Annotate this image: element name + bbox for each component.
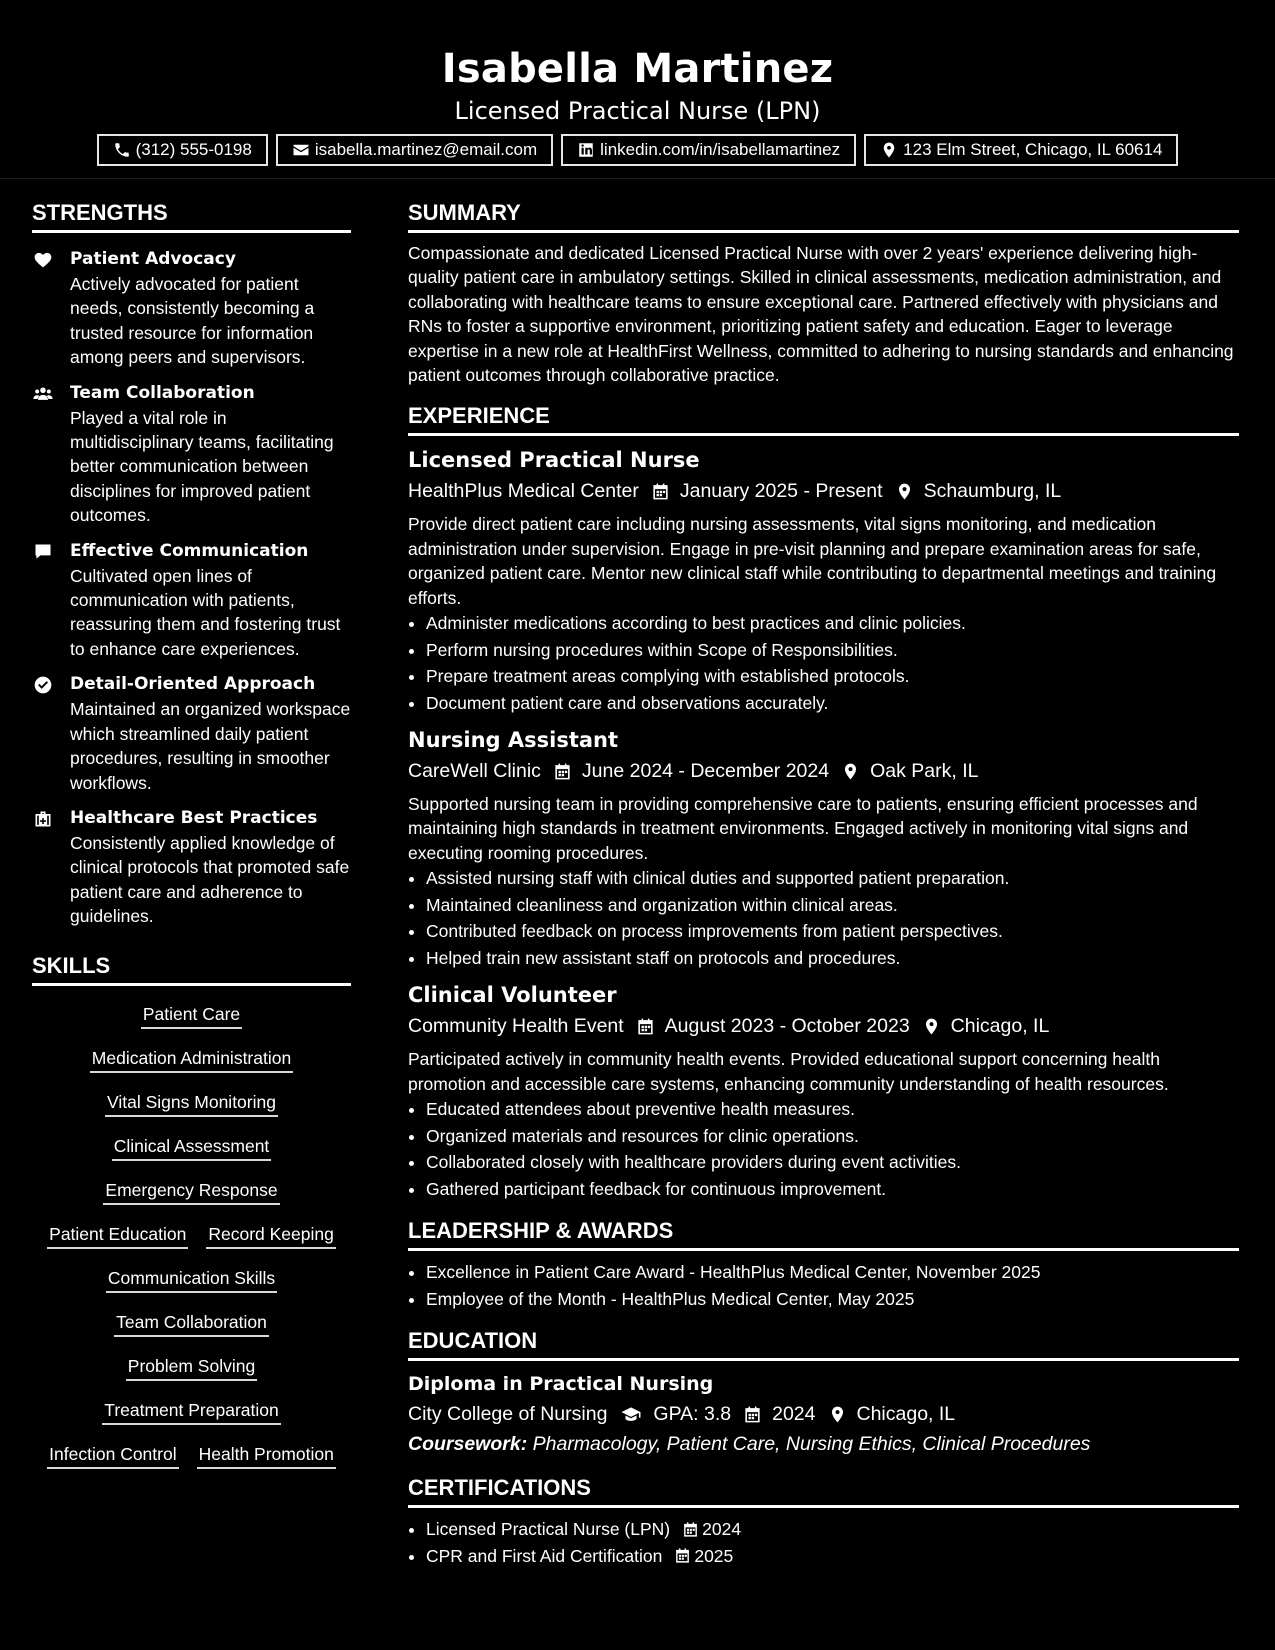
job-role: Clinical Volunteer <box>408 983 617 1008</box>
school-location: Chicago, IL <box>856 1403 956 1426</box>
award-item: • Employee of the Month - HealthPlus Medical Center, May 2025 <box>426 1286 1239 1313</box>
skill-tag: Infection Control <box>47 1442 178 1469</box>
contact-phone-text: (312) 555-0198 <box>135 140 252 159</box>
header-divider <box>0 178 1275 179</box>
job-bullet: • Organized materials and resources for clinic operations. <box>426 1123 1239 1150</box>
job-meta <box>408 756 1239 786</box>
education-title: EDUCATION <box>408 1326 1239 1361</box>
coursework-list: Pharmacology, Patient Care, Nursing Ethics, Clinical Procedures <box>532 1433 1091 1456</box>
job-entry <box>408 726 1239 971</box>
contact-email[interactable] <box>276 134 553 166</box>
job-entry <box>408 981 1239 1202</box>
job-bullets <box>408 865 1239 971</box>
awards-title: LEADERSHIP & AWARDS <box>408 1216 1239 1251</box>
job-location: Chicago, IL <box>950 1015 1050 1038</box>
map-pin-icon <box>880 141 898 159</box>
school-name: City College of Nursing <box>408 1403 608 1426</box>
skill-tag: Vital Signs Monitoring <box>105 1090 278 1117</box>
coursework <box>408 1429 1239 1459</box>
certification-name: • Licensed Practical Nurse (LPN) <box>426 1519 671 1540</box>
strength-item <box>32 806 351 929</box>
contact-linkedin-text: linkedin.com/in/isabellamartinez <box>600 140 841 159</box>
degree-name: Diploma in Practical Nursing <box>408 1373 714 1396</box>
job-role: Licensed Practical Nurse <box>408 448 700 473</box>
right-column <box>408 198 1239 1569</box>
medical-kit-icon <box>32 809 54 829</box>
contact-address-text: 123 Elm Street, Chicago, IL 60614 <box>903 140 1163 159</box>
job-role: Nursing Assistant <box>408 728 619 753</box>
job-org: HealthPlus Medical Center <box>408 480 639 503</box>
candidate-name: Isabella Martinez <box>441 46 834 92</box>
skill-tag: Clinical Assessment <box>112 1134 272 1161</box>
job-location: Schaumburg, IL <box>923 480 1062 503</box>
job-location: Oak Park, IL <box>870 760 979 783</box>
contact-address[interactable] <box>864 134 1178 166</box>
calendar-icon <box>682 1521 699 1538</box>
envelope-icon <box>292 141 310 159</box>
job-bullet: • Assisted nursing staff with clinical duties and supported patient preparation. <box>426 865 1239 892</box>
skills-list <box>32 1002 351 1486</box>
certification-year: 2024 <box>702 1519 742 1540</box>
strength-item <box>32 381 351 528</box>
job-meta <box>408 1011 1239 1041</box>
contact-phone[interactable] <box>97 134 268 166</box>
contact-email-text: isabella.martinez@email.com <box>314 140 538 159</box>
job-bullets <box>408 610 1239 716</box>
certification-year: 2025 <box>694 1545 734 1566</box>
skill-tag: Emergency Response <box>103 1178 279 1205</box>
awards-list <box>408 1259 1239 1312</box>
check-circle-icon <box>32 675 54 695</box>
strength-text: Consistently applied knowledge of clinical protocols that promoted safe patient care and adherence to guidelines. <box>70 832 350 927</box>
certification-item <box>426 1543 1239 1570</box>
phone-icon <box>113 141 131 159</box>
left-column <box>32 198 351 1486</box>
strength-item <box>32 672 351 795</box>
certification-name: • CPR and First Aid Certification <box>426 1545 663 1566</box>
job-dates: June 2024 - December 2024 <box>581 760 830 783</box>
certifications-section <box>408 1473 1239 1569</box>
map-pin-icon <box>895 482 914 501</box>
job-bullet: • Administer medications according to best practices and clinic policies. <box>426 610 1239 637</box>
strength-item <box>32 539 351 662</box>
skills-title: SKILLS <box>32 951 351 986</box>
strength-heading: Detail-Oriented Approach <box>70 674 316 695</box>
gpa: GPA: 3.8 <box>653 1403 732 1426</box>
calendar-icon <box>743 1405 762 1424</box>
job-bullet: • Gathered participant feedback for continuous improvement. <box>426 1176 1239 1203</box>
job-bullet: • Helped train new assistant staff on protocols and procedures. <box>426 945 1239 972</box>
comment-icon <box>32 542 54 562</box>
strength-item <box>32 247 351 370</box>
map-pin-icon <box>922 1017 941 1036</box>
contact-linkedin[interactable] <box>561 134 856 166</box>
job-bullet: • Document patient care and observations accurately. <box>426 690 1239 717</box>
linkedin-icon <box>577 141 595 159</box>
job-dates: January 2025 - Present <box>679 480 883 503</box>
resume-header <box>0 0 1275 166</box>
certification-item <box>426 1516 1239 1543</box>
skill-tag: Patient Education <box>47 1222 188 1249</box>
job-bullets <box>408 1096 1239 1202</box>
calendar-icon <box>636 1017 655 1036</box>
skill-tag: Team Collaboration <box>114 1310 269 1337</box>
award-item: • Excellence in Patient Care Award - HealthPlus Medical Center, November 2025 <box>426 1259 1239 1286</box>
map-pin-icon <box>828 1405 847 1424</box>
contact-bar <box>0 134 1275 166</box>
calendar-icon <box>553 762 572 781</box>
skill-tag: Problem Solving <box>126 1354 257 1381</box>
education-meta <box>408 1399 1239 1429</box>
graduation-year: 2024 <box>772 1403 816 1426</box>
strength-heading: Patient Advocacy <box>70 249 236 269</box>
candidate-title: Licensed Practical Nurse (LPN) <box>454 97 821 125</box>
job-description: Provide direct patient care including nursing assessments, vital signs monitoring, and medication administration under supervision. Engage in pre-visit planning and prepare examination areas for safe, organized patient care. Mentor new clinical staff while contributing to departmental meetings and training efforts. <box>408 514 1217 608</box>
strength-text: Cultivated open lines of communication with patients, reassuring them and fostering trust to enhance care experiences. <box>70 565 341 659</box>
job-org: Community Health Event <box>408 1015 624 1038</box>
job-description: Participated actively in community health events. Provided educational support concerning health promotion and accessible care systems, enhancing community understanding of health resources. <box>408 1049 1169 1094</box>
heart-icon <box>32 250 54 270</box>
strength-text: Played a vital role in multidisciplinary teams, facilitating better communication between disciplines for improved patient outcomes. <box>70 407 334 526</box>
job-bullet: • Contributed feedback on process improvements from patient perspectives. <box>426 918 1239 945</box>
strength-heading: Effective Communication <box>70 540 309 561</box>
strengths-list <box>32 247 351 929</box>
strength-heading: Team Collaboration <box>70 382 255 403</box>
job-bullet: • Educated attendees about preventive health measures. <box>426 1096 1239 1123</box>
skill-tag: Treatment Preparation <box>102 1398 280 1425</box>
awards-section <box>408 1216 1239 1312</box>
calendar-icon <box>674 1547 691 1564</box>
experience-section <box>408 401 1239 1202</box>
skill-tag: Communication Skills <box>106 1266 277 1293</box>
job-dates: August 2023 - October 2023 <box>664 1015 910 1038</box>
job-meta <box>408 476 1239 506</box>
job-description: Supported nursing team in providing comprehensive care to patients, ensuring efficient processes and maintaining high standards in treatment environments. Engaged actively in monitoring vital signs and executing rooming procedures. <box>408 794 1198 863</box>
certifications-title: CERTIFICATIONS <box>408 1473 1239 1508</box>
job-bullet: • Collaborated closely with healthcare providers during event activities. <box>426 1149 1239 1176</box>
experience-title: EXPERIENCE <box>408 401 1239 436</box>
job-bullet: • Prepare treatment areas complying with established protocols. <box>426 663 1239 690</box>
strengths-title: STRENGTHS <box>32 198 351 233</box>
strength-text: Actively advocated for patient needs, consistently becoming a trusted resource for information among peers and supervisors. <box>70 274 315 368</box>
summary-title: SUMMARY <box>408 198 1239 233</box>
summary-text: Compassionate and dedicated Licensed Practical Nurse with over 2 years' experience delivering high-quality patient care in ambulatory settings. Skilled in clinical assessments, medication administration, and collaborating with healthcare teams to ensure exceptional care. Partnered effectively with physicians and RNs to foster a supportive environment, prioritizing patient safety and education. Eager to leverage expertise in a new role at HealthFirst Wellness, committed to adhering to nursing standards and enhancing patient outcomes through collaborative practice. <box>408 243 1234 386</box>
calendar-icon <box>651 482 670 501</box>
strength-text: Maintained an organized workspace which streamlined daily patient procedures, resulting in smoother workflows. <box>70 699 351 793</box>
skill-tag: Patient Care <box>141 1002 242 1029</box>
job-bullet: • Perform nursing procedures within Scope of Responsibilities. <box>426 637 1239 664</box>
job-bullet: • Maintained cleanliness and organization within clinical areas. <box>426 892 1239 919</box>
graduation-cap-icon <box>619 1405 643 1424</box>
map-pin-icon <box>841 762 860 781</box>
users-icon <box>32 384 54 404</box>
certifications-list <box>408 1516 1239 1569</box>
skill-tag: Health Promotion <box>197 1442 336 1469</box>
skill-tag: Record Keeping <box>206 1222 336 1249</box>
coursework-label: Coursework: <box>408 1433 528 1456</box>
skill-tag: Medication Administration <box>90 1046 293 1073</box>
education-section <box>408 1326 1239 1459</box>
strength-heading: Healthcare Best Practices <box>70 807 318 828</box>
job-entry <box>408 446 1239 716</box>
job-org: CareWell Clinic <box>408 760 541 783</box>
